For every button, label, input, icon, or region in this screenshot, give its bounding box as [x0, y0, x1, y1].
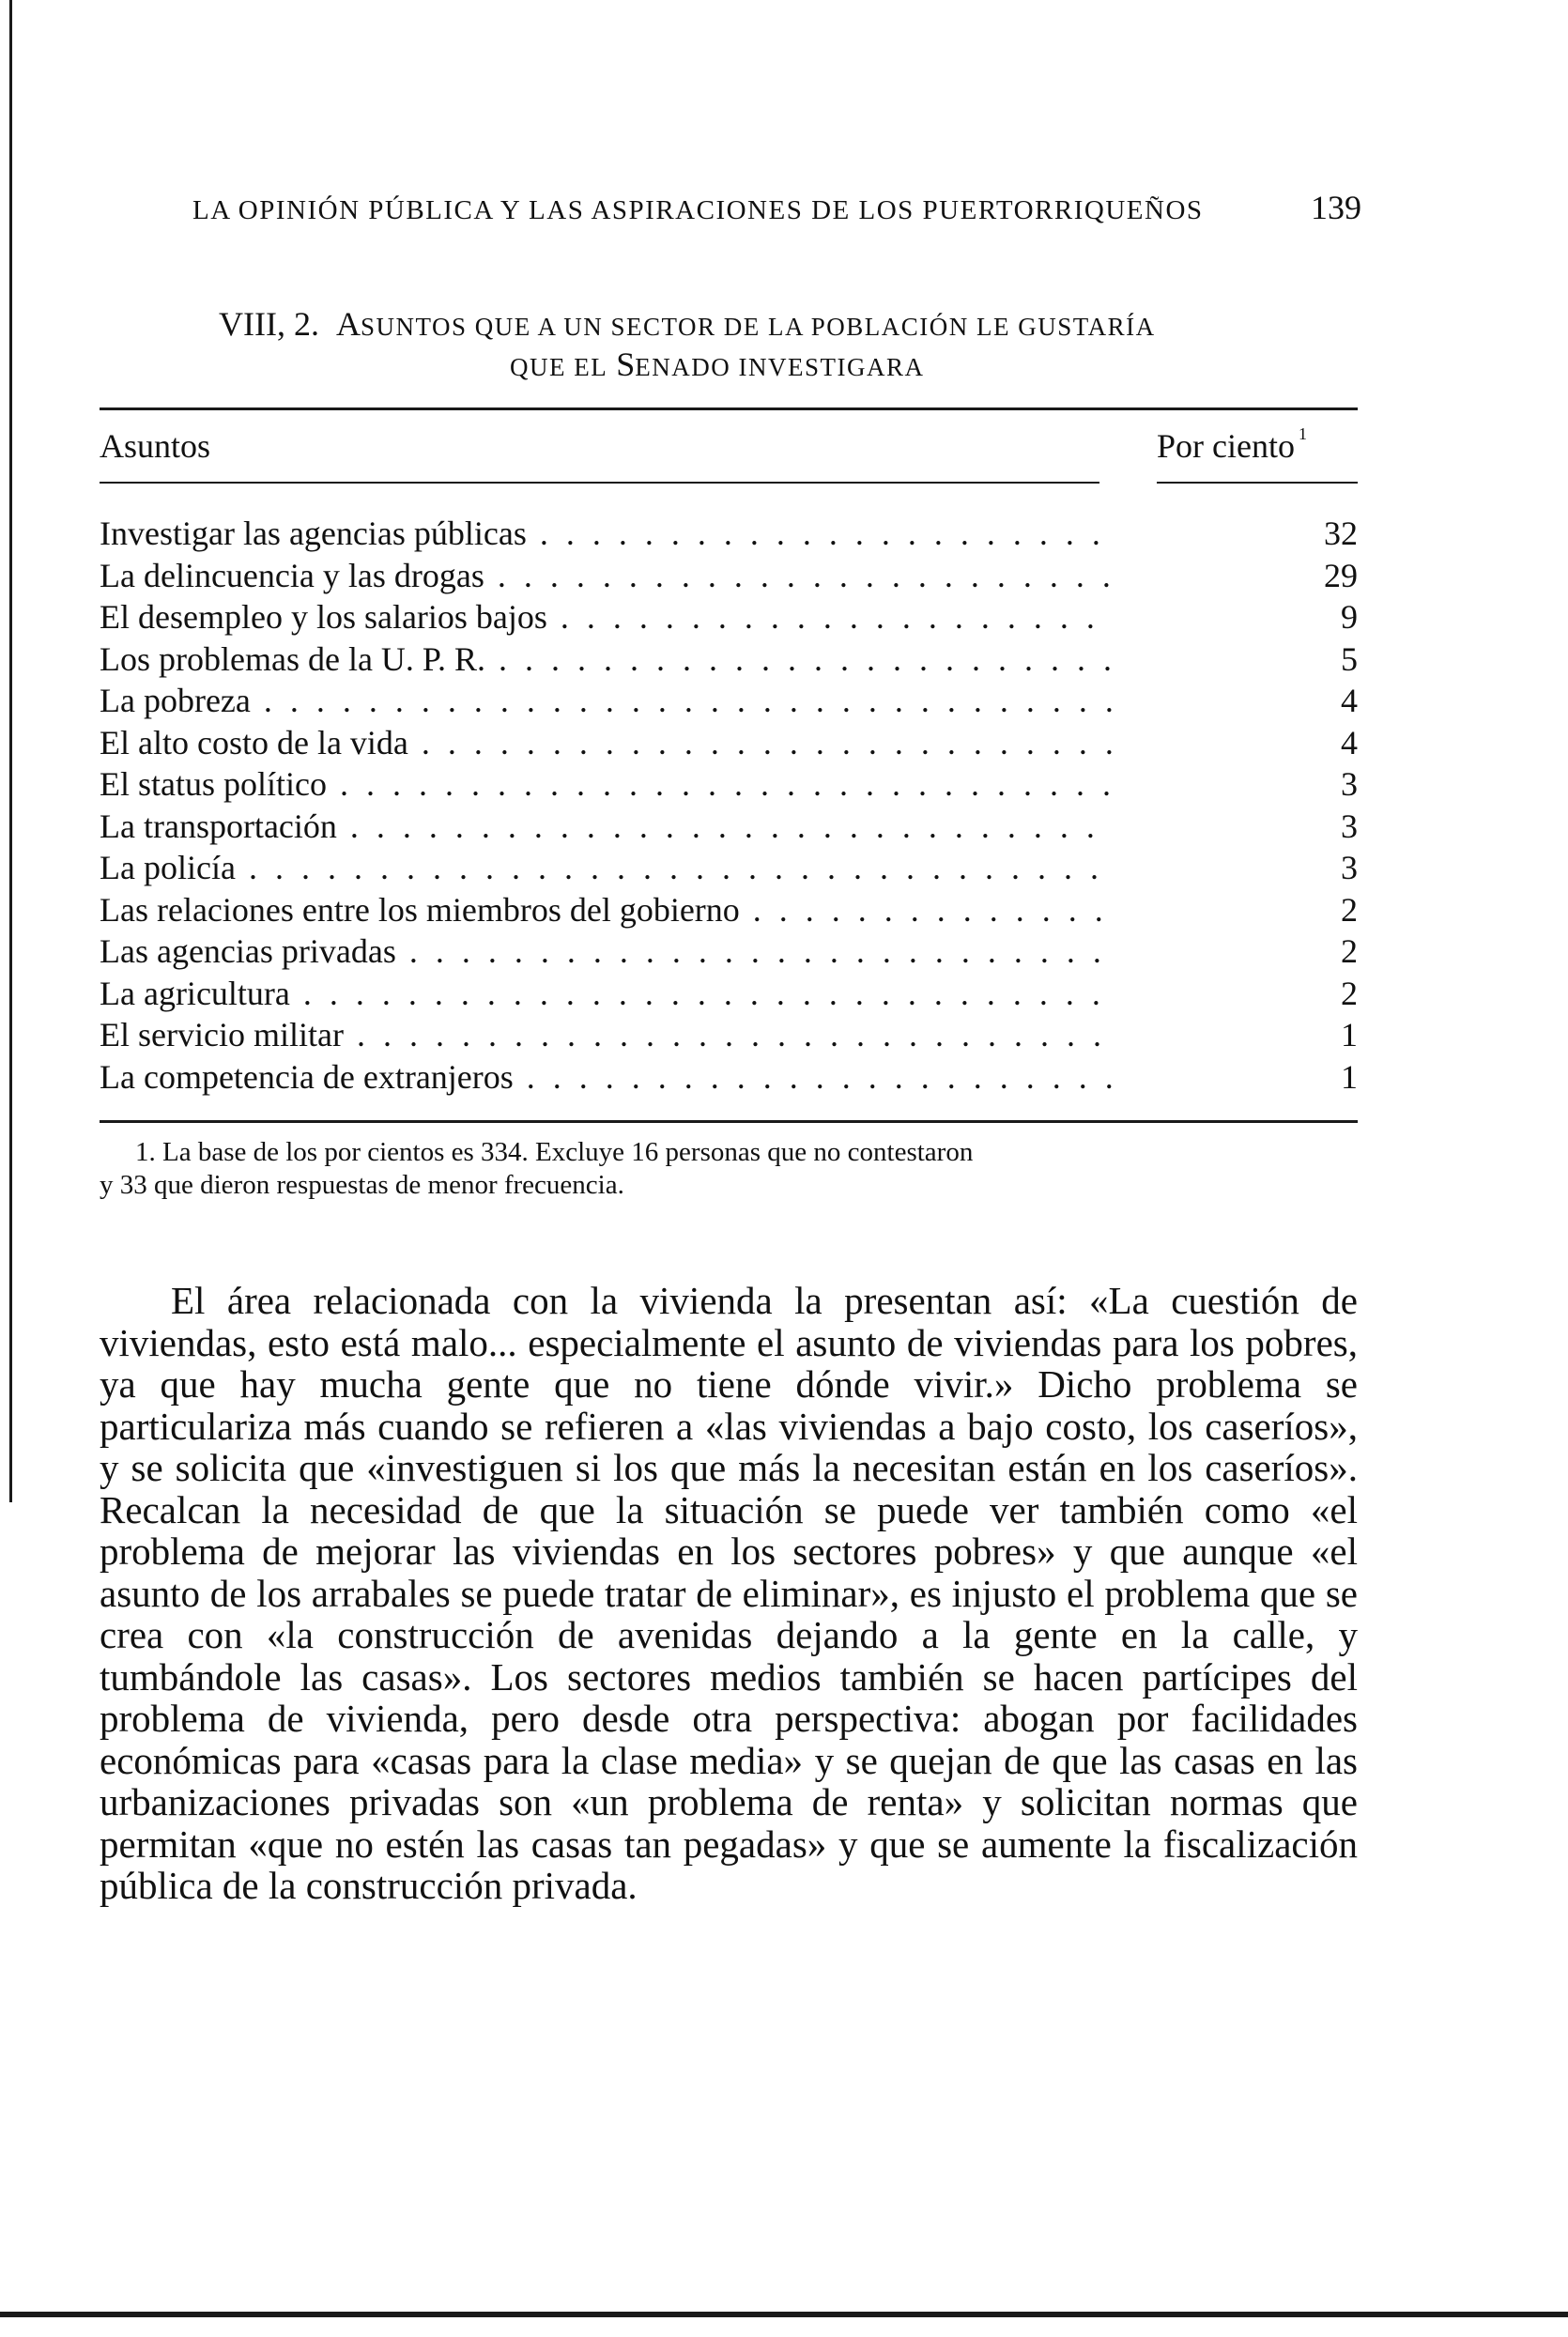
row-label: El status político . . .	[100, 763, 1114, 806]
table-row	[100, 555, 1358, 597]
row-value: 29	[1324, 556, 1358, 594]
table-footnote	[100, 1136, 1358, 1202]
row-label: El servicio militar . . .	[100, 1014, 1114, 1056]
row-value: 1	[1341, 1057, 1358, 1096]
table-row	[100, 638, 1358, 681]
table-row	[100, 889, 1358, 931]
row-value: 3	[1341, 807, 1358, 845]
table-row	[100, 1014, 1358, 1056]
page-edge-line	[9, 0, 12, 1502]
table-number: VIII, 2.	[219, 305, 319, 343]
page-number: 139	[1311, 189, 1361, 226]
row-value: 9	[1341, 598, 1358, 636]
row-label: La policía . . .	[100, 847, 1114, 889]
table-title-line2-start: QUE EL	[510, 353, 608, 381]
running-head-title: LA OPINIÓN PÚBLICA Y LAS ASPIRACIONES DE LOS PUERTORRIQUEÑOS	[192, 195, 1204, 225]
table-row	[100, 973, 1358, 1015]
row-label: La delincuencia y las drogas . . .	[100, 555, 1114, 597]
table-title-line1: SUNTOS QUE A UN SECTOR DE LA POBLACIÓN LE GUSTARÍA	[360, 313, 1156, 341]
row-label: La pobreza . . .	[100, 680, 1114, 722]
column-rule-left	[100, 482, 1099, 484]
table-top-rule	[100, 407, 1358, 410]
row-label: Las agencias privadas . . .	[100, 930, 1114, 973]
row-value: 4	[1341, 682, 1358, 719]
row-value: 2	[1341, 890, 1358, 929]
table-title-line2-initial: S	[616, 346, 636, 383]
row-label: La transportación . . .	[100, 806, 1114, 848]
row-label: Investigar las agencias públicas . . .	[100, 513, 1114, 555]
row-value: 2	[1341, 974, 1358, 1012]
row-label: Los problemas de la U. P. R. . . .	[100, 638, 1114, 681]
table-row	[100, 806, 1358, 848]
running-head	[192, 188, 1361, 227]
row-value: 3	[1341, 849, 1358, 886]
column-header-asuntos: Asuntos	[100, 427, 211, 465]
table-row	[100, 1056, 1358, 1099]
table-title-initial: A	[335, 305, 361, 343]
row-label: La agricultura . . .	[100, 973, 1114, 1015]
table-body	[100, 513, 1358, 1098]
row-label: La competencia de extranjeros . . .	[100, 1056, 1114, 1099]
row-value: 5	[1341, 639, 1358, 678]
row-label: El alto costo de la vida . . .	[100, 722, 1114, 764]
row-value: 1	[1341, 1016, 1358, 1053]
row-value: 3	[1341, 765, 1358, 803]
footnote-line-2: y 33 que dieron respuestas de menor frecuencia.	[100, 1170, 624, 1200]
row-value: 2	[1341, 932, 1358, 970]
table-title-line2	[510, 345, 1156, 387]
table-row	[100, 847, 1358, 889]
row-label: El desempleo y los salarios bajos . . .	[100, 596, 1114, 638]
table-row	[100, 763, 1358, 806]
table-caption	[219, 304, 1156, 387]
column-header-por-ciento-label: Por ciento	[1157, 427, 1295, 465]
footnote-line-1: 1. La base de los por cientos es 334. Excluye 16 personas que no contestaron	[135, 1137, 974, 1167]
table-row	[100, 680, 1358, 722]
table-row	[100, 596, 1358, 638]
page-bottom-edge	[0, 2312, 1568, 2317]
table-row	[100, 722, 1358, 764]
column-rule-right	[1157, 482, 1358, 484]
row-label: Las relaciones entre los miembros del gobierno . . .	[100, 889, 1114, 931]
column-header-por-ciento	[1157, 426, 1307, 466]
table-row	[100, 513, 1358, 555]
table-row	[100, 930, 1358, 973]
table-bottom-rule	[100, 1120, 1358, 1123]
row-value: 32	[1324, 515, 1358, 552]
table-title-line2-rest: ENADO INVESTIGARA	[635, 353, 925, 381]
footnote-marker: 1	[1298, 424, 1307, 443]
body-paragraph: El área relacionada con la vivienda la presentan así: «La cuestión de viviendas, esto está malo... especialmente el asunto de viviendas para los pobres, ya que hay mucha gente que no tiene dónde vivir.» Dicho problema se particulariza más cuando se refieren a «las viviendas a bajo costo, los caseríos», y se solicita que «investiguen si los que más la necesitan están en los caseríos». Recalcan la necesidad de que la situación se puede ver también como «el problema de mejorar las viviendas en los sectores pobres» y que aunque «el asunto de los arrabales se puede tratar de eliminar», es injusto el problema que se crea con «la construcción de avenidas dejando a la gente en la calle, y tumbándole las casas». Los sectores medios también se hacen partícipes del problema de vivienda, pero desde otra perspectiva: abogan por facilidades económicas para «casas para la clase media» y se quejan de que las casas en las urbanizaciones privadas son «un problema de renta» y solicitan normas que permitan «que no estén las casas tan pegadas» y que se aumente la fiscalización pública de la construcción privada.	[100, 1279, 1358, 1907]
row-value: 4	[1341, 723, 1358, 761]
